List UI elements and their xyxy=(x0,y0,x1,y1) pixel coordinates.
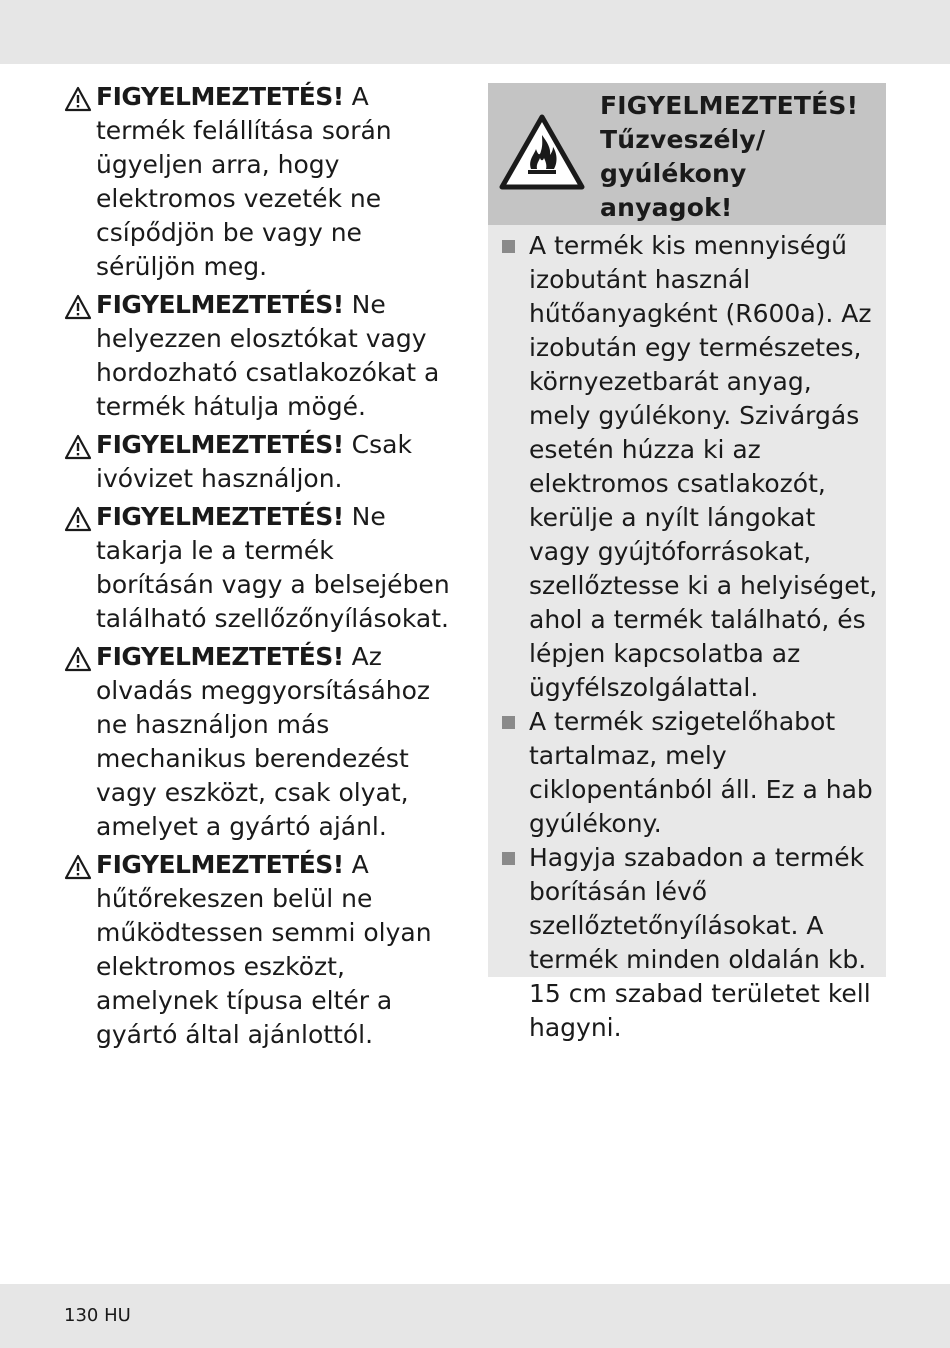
warning-triangle-icon xyxy=(64,506,92,532)
bullet-square-icon xyxy=(502,240,515,253)
page-number: 130 HU xyxy=(64,1305,131,1326)
warning-triangle-icon xyxy=(64,646,92,672)
fire-hazard-list xyxy=(488,225,886,1045)
list-item xyxy=(502,705,878,841)
warning-label: FIGYELMEZTETÉS! xyxy=(96,430,344,459)
bullet-text: A termék kis mennyiségű izobutánt használ hűtőanyagként (R600a). Az izobután egy természetes, környezetbarát anyag, mely gyúlékony. Szivárgás esetén húzza ki az elektromos csatlakozót, kerülje a nyílt lángokat vagy gyújtóforrásokat, szellőztesse ki a helyiséget, ahol a termék található, és lépjen kapcsolatba az ügyfélszolgálattal. xyxy=(529,231,878,702)
warning-item xyxy=(64,288,454,424)
warning-item xyxy=(64,640,454,844)
fire-hazard-header xyxy=(488,83,886,225)
warning-item xyxy=(64,428,454,496)
warning-triangle-icon xyxy=(64,86,92,112)
fire-title-line: gyúlékony xyxy=(600,159,747,188)
warning-text: Ne helyezzen elosztókat vagy hordozható csatlakozókat a termék hátulja mögé. xyxy=(96,290,440,421)
warning-text: Ne takarja le a termék borításán vagy a belsejében található szellőzőnyílásokat. xyxy=(96,502,450,633)
warning-label: FIGYELMEZTETÉS! xyxy=(96,850,344,879)
bullet-square-icon xyxy=(502,716,515,729)
warnings-column xyxy=(64,80,454,1056)
warning-text: Csak ivóvizet használjon. xyxy=(96,430,412,493)
list-item xyxy=(502,229,878,705)
warning-item xyxy=(64,80,454,284)
flammable-warning-icon xyxy=(498,113,586,193)
bullet-text: A termék szigetelőhabot tartalmaz, mely ciklopentánból áll. Ez a hab gyúlékony. xyxy=(529,707,873,838)
warning-label: FIGYELMEZTETÉS! xyxy=(96,290,344,319)
warning-triangle-icon xyxy=(64,434,92,460)
bullet-square-icon xyxy=(502,852,515,865)
warning-label: FIGYELMEZTETÉS! xyxy=(96,642,344,671)
warning-triangle-icon xyxy=(64,854,92,880)
warning-triangle-icon xyxy=(64,294,92,320)
warning-label: FIGYELMEZTETÉS! xyxy=(96,502,344,531)
fire-hazard-title xyxy=(600,89,880,225)
warning-text: Az olvadás meggyorsításához ne használjon más mechanikus berendezést vagy eszközt, csak olyat, amelyet a gyártó ajánl. xyxy=(96,642,431,841)
list-item xyxy=(502,841,878,1045)
footer-band xyxy=(0,1284,950,1348)
warning-text: A termék felállítása során ügyeljen arra, hogy elektromos vezeték ne csípődjön be vagy ne sérüljön meg. xyxy=(96,82,392,281)
fire-title-line: Tűzveszély/ xyxy=(600,125,766,154)
warning-item xyxy=(64,848,454,1052)
header-band xyxy=(0,0,950,64)
fire-title-line: anyagok! xyxy=(600,193,733,222)
bullet-text: Hagyja szabadon a termék borításán lévő szellőztetőnyílásokat. A termék minden oldalán kb. 15 cm szabad területet kell hagyni. xyxy=(529,843,871,1042)
fire-hazard-box xyxy=(488,83,886,1042)
fire-title-line: FIGYELMEZTETÉS! xyxy=(600,91,859,120)
warning-label: FIGYELMEZTETÉS! xyxy=(96,82,344,111)
warning-text: A hűtőrekeszen belül ne működtessen semmi olyan elektromos eszközt, amelynek típusa eltér a gyártó által ajánlottól. xyxy=(96,850,432,1049)
warning-item xyxy=(64,500,454,636)
